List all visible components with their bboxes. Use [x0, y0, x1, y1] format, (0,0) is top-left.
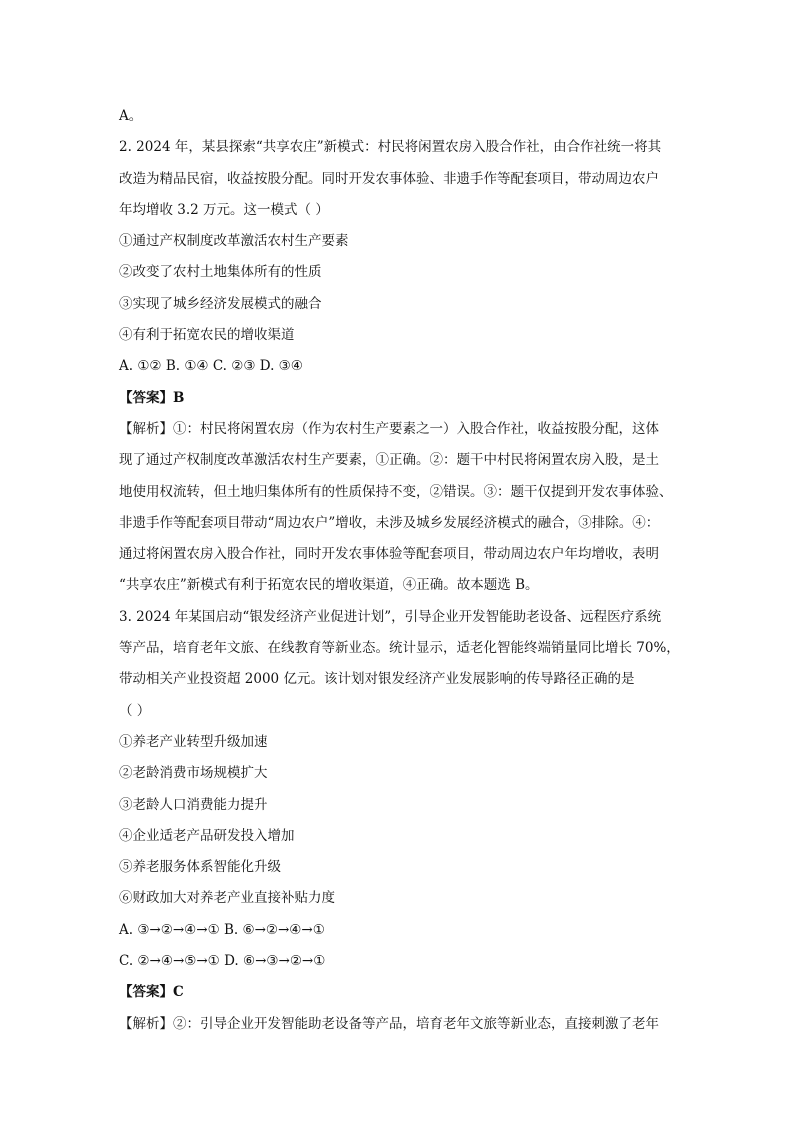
text-line: 现了通过产权制度改革激活农村生产要素，①正确。②：题干中村民将闲置农房入股，是土 — [119, 452, 659, 469]
answer-label: 【答案】C — [119, 984, 184, 1001]
document-body — [119, 101, 684, 1040]
statement-3: ③老龄人口消费能力提升 — [119, 796, 268, 813]
answer-label: 【答案】B — [119, 389, 185, 406]
text-line: 非遗手作等配套项目带动“周边农户”增收，未涉及城乡发展经济模式的融合，③排除。④： — [119, 514, 660, 531]
question-2-stem: 2. 2024 年，某县探索“共享农庄”新模式：村民将闲置农房入股合作社，由合作社统一将其 — [119, 139, 662, 156]
statement-4: ④企业适老产品研发投入增加 — [119, 827, 295, 844]
text-line: 改造为精品民宿，收益按股分配。同时开发农事体验、非遗手作等配套项目，带动周边农户 — [119, 170, 659, 187]
statement-2: ②老龄消费市场规模扩大 — [119, 765, 268, 782]
text-line: （ ） — [119, 702, 151, 719]
statement-3: ③实现了城乡经济发展模式的融合 — [119, 295, 322, 312]
answer-options-ab: A. ③→②→④→① B. ⑥→②→④→① — [119, 921, 325, 938]
analysis-text: 【解析】①：村民将闲置农房（作为农村生产要素之一）入股合作社，收益按股分配，这体 — [119, 420, 659, 437]
text-line: “共享农庄”新模式有利于拓宽农民的增收渠道，④正确。故本题选 B。 — [119, 577, 539, 594]
text-line: 等产品，培育老年文旅、在线教育等新业态。统计显示，适老化智能终端销量同比增长 70%， — [119, 640, 680, 657]
text-line: 通过将闲置农房入股合作社，同时开发农事体验等配套项目，带动周边农户年均增收，表明 — [119, 546, 659, 563]
statement-4: ④有利于拓宽农民的增收渠道 — [119, 327, 295, 344]
answer-options: A. ①② B. ①④ C. ②③ D. ③④ — [119, 358, 303, 375]
analysis-text: 【解析】②：引导企业开发智能助老设备等产品，培育老年文旅等新业态，直接刺激了老年 — [119, 1015, 659, 1032]
answer-options-cd: C. ②→④→⑤→① D. ⑥→③→②→① — [119, 953, 326, 970]
text-line: 年均增收 3.2 万元。这一模式（ ） — [119, 201, 329, 218]
text-line: 地使用权流转，但土地归集体所有的性质保持不变，②错误。③：题干仅提到开发农事体验、 — [119, 483, 673, 500]
statement-1: ①养老产业转型升级加速 — [119, 733, 268, 750]
statement-1: ①通过产权制度改革激活农村生产要素 — [119, 233, 349, 250]
statement-5: ⑤养老服务体系智能化升级 — [119, 859, 281, 876]
statement-6: ⑥财政加大对养老产业直接补贴力度 — [119, 890, 335, 907]
text-line: A。 — [119, 108, 143, 124]
question-3-stem: 3. 2024 年某国启动“银发经济产业促进计划”，引导企业开发智能助老设备、远程医疗系统 — [119, 608, 662, 625]
statement-2: ②改变了农村土地集体所有的性质 — [119, 264, 322, 281]
text-line: 带动相关产业投资超 2000 亿元。该计划对银发经济产业发展影响的传导路径正确的是 — [119, 671, 635, 688]
